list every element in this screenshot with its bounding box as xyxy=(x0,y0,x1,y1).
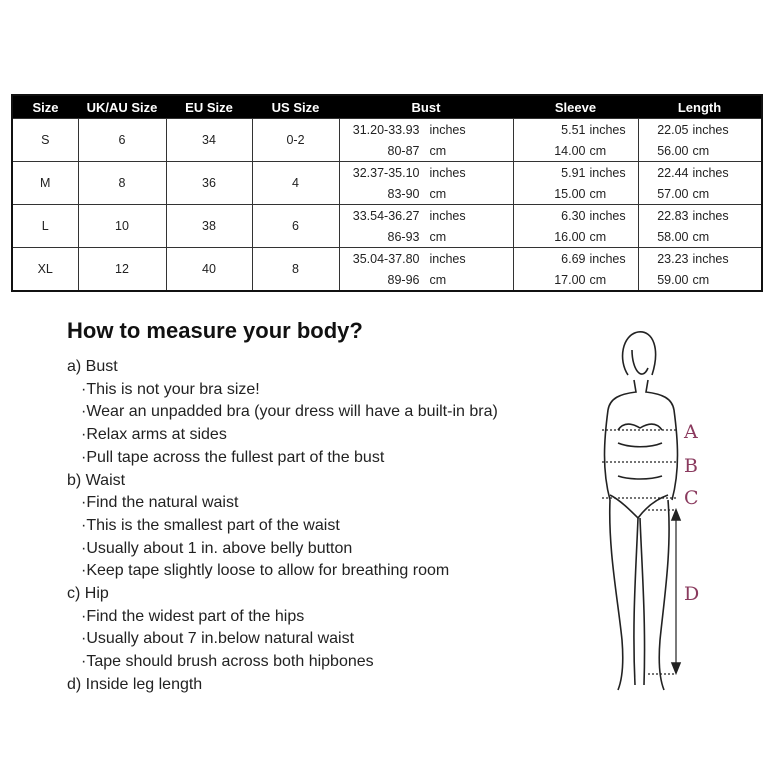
value-cm: 56.00 xyxy=(657,143,689,158)
unit: cm xyxy=(429,186,447,201)
len-cell xyxy=(638,162,762,205)
value-inches: 5.91 xyxy=(561,165,586,180)
num-cell xyxy=(513,248,638,292)
size-chart-table xyxy=(11,94,763,292)
header-cell: US Size xyxy=(252,95,339,119)
uk-cell: 6 xyxy=(78,119,166,162)
value-cm: 86-93 xyxy=(387,229,420,244)
bust-cell xyxy=(339,119,513,162)
table-row xyxy=(12,162,762,205)
value-inches: 32.37-35.10 xyxy=(352,165,420,180)
table-row xyxy=(12,248,762,292)
table-row xyxy=(12,205,762,248)
bust-cell xyxy=(339,162,513,205)
unit: cm xyxy=(589,229,607,244)
unit: cm xyxy=(692,143,710,158)
len-cell xyxy=(638,248,762,292)
header-cell: UK/AU Size xyxy=(78,95,166,119)
value-cm: 83-90 xyxy=(387,186,420,201)
measure-guide xyxy=(67,356,498,697)
header-cell: Bust xyxy=(339,95,513,119)
size-cell: L xyxy=(12,205,78,248)
header-cell: Length xyxy=(638,95,762,119)
unit: cm xyxy=(692,272,710,287)
body-measurement-figure xyxy=(580,320,730,700)
num-cell xyxy=(513,162,638,205)
unit: inches xyxy=(692,122,729,137)
value-inches: 5.51 xyxy=(561,122,586,137)
unit: cm xyxy=(589,186,607,201)
unit: inches xyxy=(692,208,729,223)
unit: inches xyxy=(589,208,626,223)
unit: inches xyxy=(429,165,466,180)
guide-item: ·Keep tape slightly loose to allow for breathing room xyxy=(81,562,450,580)
len-cell xyxy=(638,205,762,248)
table-row xyxy=(12,119,762,162)
unit: inches xyxy=(589,251,626,266)
value-inches: 22.44 xyxy=(657,165,689,180)
guide-title: How to measure your body? xyxy=(67,318,363,343)
guide-item: ·Relax arms at sides xyxy=(81,426,227,444)
uk-cell: 12 xyxy=(78,248,166,292)
size-cell: XL xyxy=(12,248,78,292)
value-cm: 15.00 xyxy=(554,186,586,201)
guide-item: ·Usually about 1 in. above belly button xyxy=(81,539,353,557)
value-inches: 6.69 xyxy=(561,251,586,266)
unit: inches xyxy=(589,165,626,180)
uk-cell: 10 xyxy=(78,205,166,248)
guide-item: ·Usually about 7 in.below natural waist xyxy=(81,630,355,648)
guide-section-label: c) Hip xyxy=(67,585,109,603)
eu-cell: 38 xyxy=(166,205,252,248)
value-inches: 6.30 xyxy=(561,208,586,223)
guide-section-label: b) Waist xyxy=(67,471,126,489)
value-cm: 14.00 xyxy=(554,143,586,158)
value-inches: 33.54-36.27 xyxy=(352,208,420,223)
unit: cm xyxy=(429,229,447,244)
value-cm: 80-87 xyxy=(387,143,420,158)
guide-item: ·This is not your bra size! xyxy=(81,380,260,398)
bust-cell xyxy=(339,205,513,248)
guide-item: ·Wear an unpadded bra (your dress will have a built-in bra) xyxy=(81,403,498,421)
value-inches: 31.20-33.93 xyxy=(352,122,420,137)
unit: cm xyxy=(692,229,710,244)
us-cell: 0-2 xyxy=(252,119,339,162)
label-a: A xyxy=(684,421,698,443)
unit: inches xyxy=(692,251,729,266)
guide-item: ·Pull tape across the fullest part of the bust xyxy=(81,448,385,466)
unit: cm xyxy=(589,272,607,287)
value-cm: 17.00 xyxy=(554,272,586,287)
us-cell: 8 xyxy=(252,248,339,292)
guide-item: ·Tape should brush across both hipbones xyxy=(81,653,374,671)
value-cm: 57.00 xyxy=(657,186,689,201)
bust-cell xyxy=(339,248,513,292)
eu-cell: 34 xyxy=(166,119,252,162)
value-inches: 22.83 xyxy=(657,208,689,223)
eu-cell: 36 xyxy=(166,162,252,205)
len-cell xyxy=(638,119,762,162)
unit: inches xyxy=(429,208,466,223)
header-cell: Sleeve xyxy=(513,95,638,119)
size-cell: M xyxy=(12,162,78,205)
eu-cell: 40 xyxy=(166,248,252,292)
guide-section-label: d) Inside leg length xyxy=(67,675,203,693)
uk-cell: 8 xyxy=(78,162,166,205)
value-cm: 89-96 xyxy=(387,272,420,287)
us-cell: 6 xyxy=(252,205,339,248)
guide-item: ·Find the natural waist xyxy=(81,494,239,512)
value-inches: 35.04-37.80 xyxy=(352,251,420,266)
value-cm: 59.00 xyxy=(657,272,689,287)
unit: inches xyxy=(692,165,729,180)
unit: cm xyxy=(692,186,710,201)
guide-item: ·This is the smallest part of the waist xyxy=(81,516,340,534)
num-cell xyxy=(513,119,638,162)
guide-section-label: a) Bust xyxy=(67,358,118,375)
unit: cm xyxy=(429,143,447,158)
value-inches: 22.05 xyxy=(657,122,689,137)
label-d: D xyxy=(684,583,700,605)
num-cell xyxy=(513,205,638,248)
header-cell: Size xyxy=(12,95,78,119)
unit: inches xyxy=(429,251,466,266)
unit: inches xyxy=(589,122,626,137)
body-outline-icon xyxy=(605,332,678,690)
guide-item: ·Find the widest part of the hips xyxy=(81,607,305,625)
label-c: C xyxy=(684,487,699,509)
label-b: B xyxy=(684,455,698,477)
header-cell: EU Size xyxy=(166,95,252,119)
value-inches: 23.23 xyxy=(657,251,689,266)
us-cell: 4 xyxy=(252,162,339,205)
unit: cm xyxy=(429,272,447,287)
value-cm: 58.00 xyxy=(657,229,689,244)
unit: cm xyxy=(589,143,607,158)
size-cell: S xyxy=(12,119,78,162)
value-cm: 16.00 xyxy=(554,229,586,244)
unit: inches xyxy=(429,122,466,137)
